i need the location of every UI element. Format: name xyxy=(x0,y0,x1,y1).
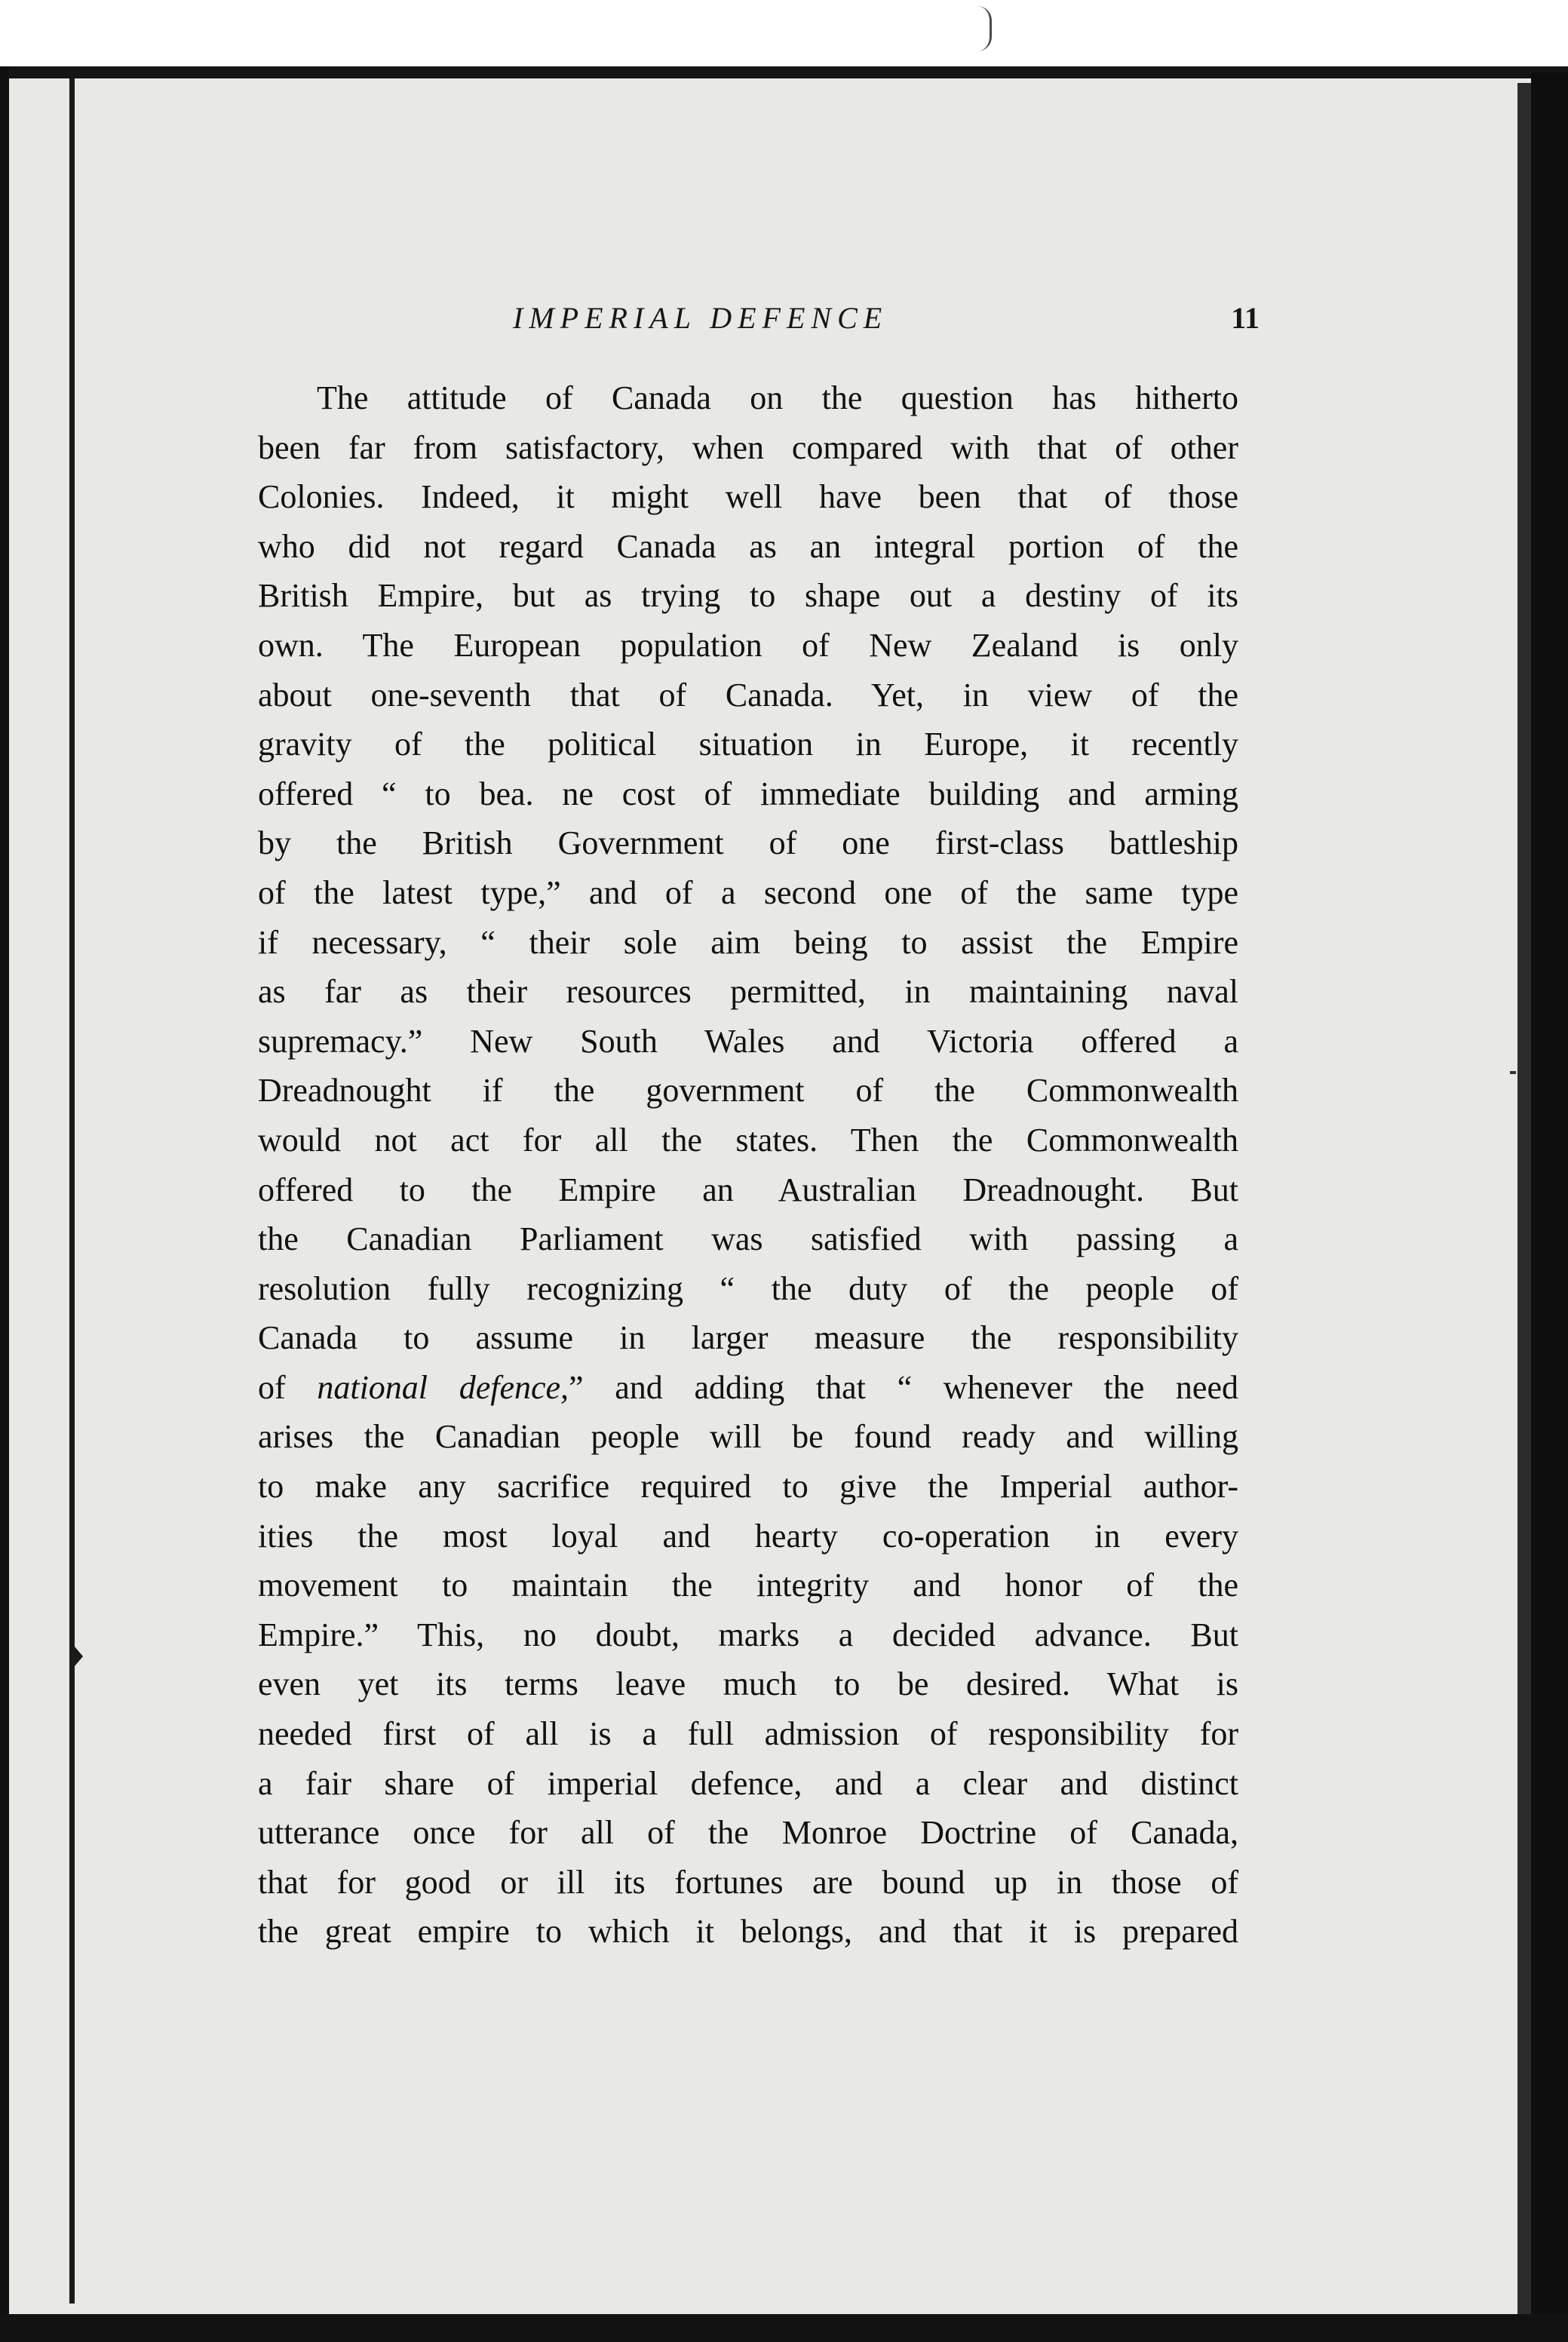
text-line: The attitude of Canada on the question has hitherto xyxy=(317,379,1238,416)
text-line: British Empire, but as trying to shape out a destiny of its xyxy=(258,577,1238,615)
scan-border-bottom xyxy=(0,2314,1568,2342)
text-line: supremacy.” New South Wales and Victoria offered a xyxy=(258,1022,1238,1060)
text-line: Dreadnought if the government of the Commonwealth xyxy=(258,1072,1238,1110)
text-line: Colonies. Indeed, it might well have been that of those xyxy=(258,478,1238,516)
text-line: if necessary, “ their sole aim being to assist the Empire xyxy=(258,923,1238,961)
text-line: who did not regard Canada as an integral portion of the xyxy=(258,527,1238,565)
text-line: ities the most loyal and hearty co-operation in every xyxy=(258,1517,1238,1555)
scan-corner-mark xyxy=(977,6,992,51)
scan-border-right xyxy=(1531,72,1568,2325)
text-line: the great empire to which it belongs, and that it is prepared xyxy=(258,1913,1238,1951)
scan-border-left xyxy=(0,66,9,2322)
text-line: of the latest type,” and of a second one of the same type xyxy=(258,873,1238,911)
running-title: IMPERIAL DEFENCE xyxy=(513,301,888,335)
text-line xyxy=(258,1363,1238,1413)
body-paragraph xyxy=(258,373,1238,1957)
text-line: the Canadian Parliament was satisfied with passing a xyxy=(258,1220,1238,1258)
text-line: Canada to assume in larger measure the responsibility xyxy=(258,1319,1238,1357)
text-line: movement to maintain the integrity and honor of the xyxy=(258,1567,1238,1604)
page-gutter-line xyxy=(69,78,75,2304)
text-run: ” and adding that “ whenever the need xyxy=(569,1368,1238,1406)
text-line: arises the Canadian people will be found ready and willing xyxy=(258,1418,1238,1456)
text-line: Empire.” This, no doubt, marks a decided advance. But xyxy=(258,1616,1238,1653)
text-line: as far as their resources permitted, in maintaining naval xyxy=(258,973,1238,1011)
running-header xyxy=(256,300,1260,345)
text-line: resolution fully recognizing “ the duty of the people of xyxy=(258,1269,1238,1307)
text-line: offered to the Empire an Australian Dreadnought. But xyxy=(258,1171,1238,1208)
text-line: by the British Government of one first-class battleship xyxy=(258,824,1238,862)
text-line: to make any sacrifice required to give the Imperial author- xyxy=(258,1468,1238,1506)
page-edge-right xyxy=(1517,83,1531,2316)
italic-phrase: national defence, xyxy=(317,1368,569,1406)
text-line: been far from satisfactory, when compared with that of other xyxy=(258,428,1238,466)
margin-tick-mark xyxy=(74,1646,83,1667)
text-line: even yet its terms leave much to be desired. What is xyxy=(258,1665,1238,1703)
text-line: needed first of all is a full admission of responsibility for xyxy=(258,1715,1238,1753)
page-number: 11 xyxy=(1231,301,1260,335)
text-line: offered “ to bea. ne cost of immediate building and arming xyxy=(258,775,1238,812)
text-line: about one-seventh that of Canada. Yet, in view of the xyxy=(258,676,1238,714)
margin-speck xyxy=(1510,1071,1516,1074)
text-line: utterance once for all of the Monroe Doctrine of Canada, xyxy=(258,1814,1238,1852)
text-run: of xyxy=(258,1368,318,1406)
text-line: own. The European population of New Zealand is only xyxy=(258,626,1238,664)
text-line: gravity of the political situation in Europe, it recently xyxy=(258,726,1238,763)
text-line: a fair share of imperial defence, and a clear and distinct xyxy=(258,1764,1238,1802)
scan-border-top xyxy=(0,66,1568,78)
text-line: that for good or ill its fortunes are bound up in those of xyxy=(258,1863,1238,1901)
text-line: would not act for all the states. Then the Commonwealth xyxy=(258,1121,1238,1159)
